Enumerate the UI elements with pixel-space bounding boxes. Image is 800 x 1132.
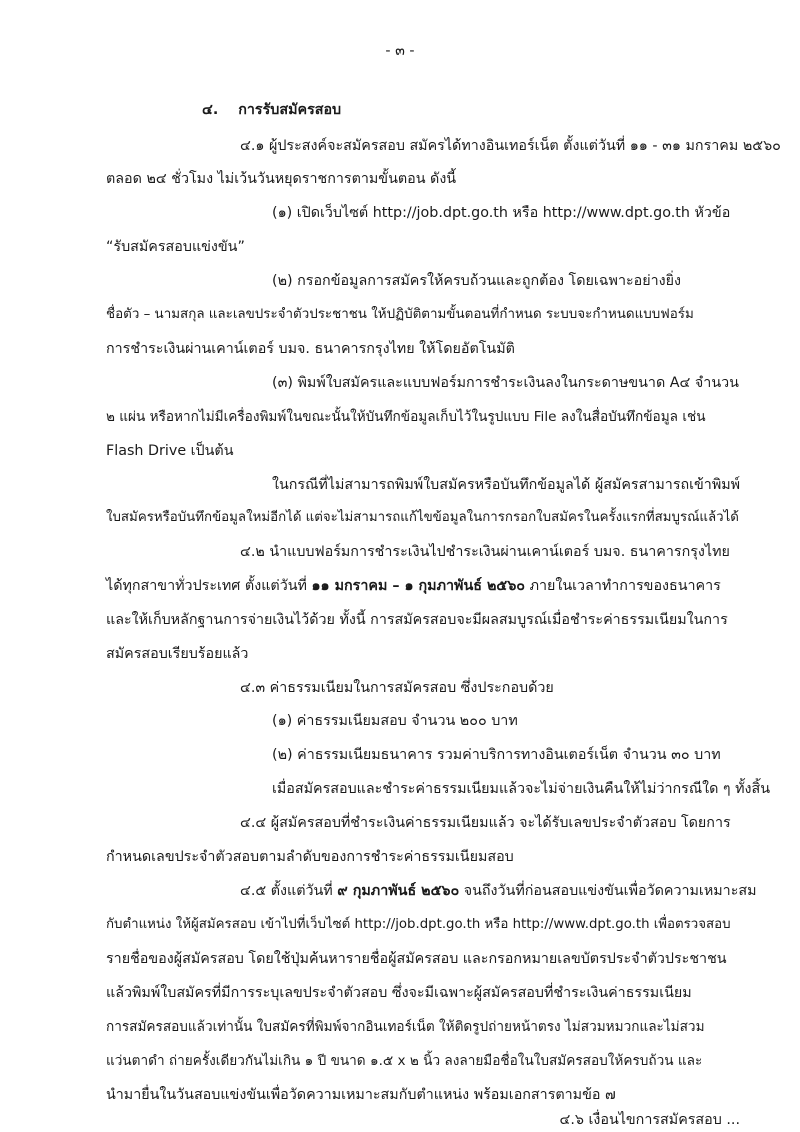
text-line: กำหนดเลขประจำตัวสอบตามลำดับของการชำระค่าธรรมเนียมสอบ [106,849,514,865]
text-line [106,576,721,596]
text-run: จนถึงวันที่ก่อนสอบแข่งขันเพื่อวัดความเหมาะสม [463,883,757,899]
page-number: - ๓ - [385,43,415,59]
text-line: ๔.๓ ค่าธรรมเนียมในการสมัครสอบ ซึ่งประกอบด้วย [240,680,554,696]
text-line: ๔.๑ ผู้ประสงค์จะสมัครสอบ สมัครได้ทางอินเทอร์เน็ต ตั้งแต่วันที่ ๑๑ - ๓๑ มกราคม ๒๕๖๐ [240,138,781,154]
text-line: (๑) ค่าธรรมเนียมสอบ จำนวน ๒๐๐ บาท [272,713,518,729]
text-line: (๑) เปิดเว็บไซต์ http://job.dpt.go.th หรือ http://www.dpt.go.th หัวข้อ [272,205,731,221]
text-line: แล้วพิมพ์ใบสมัครที่มีการระบุเลขประจำตัวสอบ ซึ่งจะมีเฉพาะผู้สมัครสอบที่ชำระเงินค่าธรรมเนียม [106,985,692,1001]
section-title: การรับสมัครสอบ [238,102,342,118]
text-line: ใบสมัครหรือบันทึกข้อมูลใหม่อีกได้ แต่จะไม่สามารถแก้ไขข้อมูลในการกรอกใบสมัครในครั้งแรกที่สมบูรณ์แล้วได้ [106,510,739,525]
text-run: ได้ทุกสาขาทั่วประเทศ ตั้งแต่วันที่ [106,578,312,594]
text-line: กับตำแหน่ง ให้ผู้สมัครสอบ เข้าไปที่เว็บไซต์ http://job.dpt.go.th หรือ http://www.dpt.go.th เพื่อตรวจสอบ [106,917,731,932]
registration-period: ๑๑ มกราคม – ๑ กุมภาพันธ์ ๒๕๖๐ [311,578,526,594]
text-line: “รับสมัครสอบแข่งขัน” [106,239,245,255]
text-line: การชำระเงินผ่านเคาน์เตอร์ บมจ. ธนาคารกรุงไทย ให้โดยอัตโนมัติ [106,341,515,357]
text-line: เมื่อสมัครสอบและชำระค่าธรรมเนียมแล้วจะไม่จ่ายเงินคืนให้ไม่ว่ากรณีใด ๆ ทั้งสิ้น [272,781,771,797]
text-line: ๔.๒ นำแบบฟอร์มการชำระเงินไปชำระเงินผ่านเคาน์เตอร์ บมจ. ธนาคารกรุงไทย [240,544,730,560]
text-line: (๓) พิมพ์ใบสมัครและแบบฟอร์มการชำระเงินลงในกระดาษขนาด A๔ จำนวน [272,375,739,391]
text-line: การสมัครสอบแล้วเท่านั้น ใบสมัครที่พิมพ์จากอินเทอร์เน็ต ให้ติดรูปถ่ายหน้าตรง ไม่สวมหมวกและไม่สวม [106,1019,705,1035]
text-line: ตลอด ๒๔ ชั่วโมง ไม่เว้นวันหยุดราชการตามขั้นตอน ดังนี้ [106,171,457,187]
text-line: นำมายื่นในวันสอบแข่งขันเพื่อวัดความเหมาะสมกับตำแหน่ง พร้อมเอกสารตามข้อ ๗ [106,1087,616,1103]
text-line: ชื่อตัว – นามสกุล และเลขประจำตัวประชาชน ให้ปฏิบัติตามขั้นตอนที่กำหนด ระบบจะกำหนดแบบฟอร์ม [106,307,694,322]
text-line: สมัครสอบเรียบร้อยแล้ว [106,646,249,662]
section-number: ๔. [202,102,219,118]
text-line: Flash Drive เป็นต้น [106,443,234,459]
announcement-date: ๙ กุมภาพันธ์ ๒๕๖๐ [337,883,460,899]
text-run: ๔.๕ ตั้งแต่วันที่ [240,883,338,899]
text-line: (๒) ค่าธรรมเนียมธนาคาร รวมค่าบริการทางอินเตอร์เน็ต จำนวน ๓๐ บาท [272,747,721,763]
text-line: รายชื่อของผู้สมัครสอบ โดยใช้ปุ่มค้นหารายชื่อผู้สมัครสอบ และกรอกหมายเลขบัตรประจำตัวประชาชน [106,951,727,967]
section-heading [202,100,341,120]
text-run: ภายในเวลาทำการของธนาคาร [529,578,721,594]
text-line [240,881,757,901]
text-line: ในกรณีที่ไม่สามารถพิมพ์ใบสมัครหรือบันทึกข้อมูลได้ ผู้สมัครสามารถเข้าพิมพ์ [272,477,741,493]
text-line: และให้เก็บหลักฐานการจ่ายเงินไว้ด้วย ทั้งนี้ การสมัครสอบจะมีผลสมบูรณ์เมื่อชำระค่าธรรมเนียมในการ [106,612,728,628]
text-line: แว่นตาดำ ถ่ายครั้งเดียวกันไม่เกิน ๑ ปี ขนาด ๑.๕ x ๒ นิ้ว ลงลายมือชื่อในใบสมัครสอบให้ครบถ้วน และ [106,1053,703,1069]
text-line: (๒) กรอกข้อมูลการสมัครให้ครบถ้วนและถูกต้อง โดยเฉพาะอย่างยิ่ง [272,273,681,289]
text-line: ๔.๔ ผู้สมัครสอบที่ชำระเงินค่าธรรมเนียมแล้ว จะได้รับเลขประจำตัวสอบ โดยการ [240,815,731,831]
text-line: ๒ แผ่น หรือหากไม่มีเครื่องพิมพ์ในขณะนั้นให้บันทึกข้อมูลเก็บไว้ในรูปแบบ File ลงในสื่อบันทึกข้อมูล เช่น [106,409,706,425]
continuation-note: ๔.๖ เงื่อนไขการสมัครสอบ ... [559,1112,740,1128]
